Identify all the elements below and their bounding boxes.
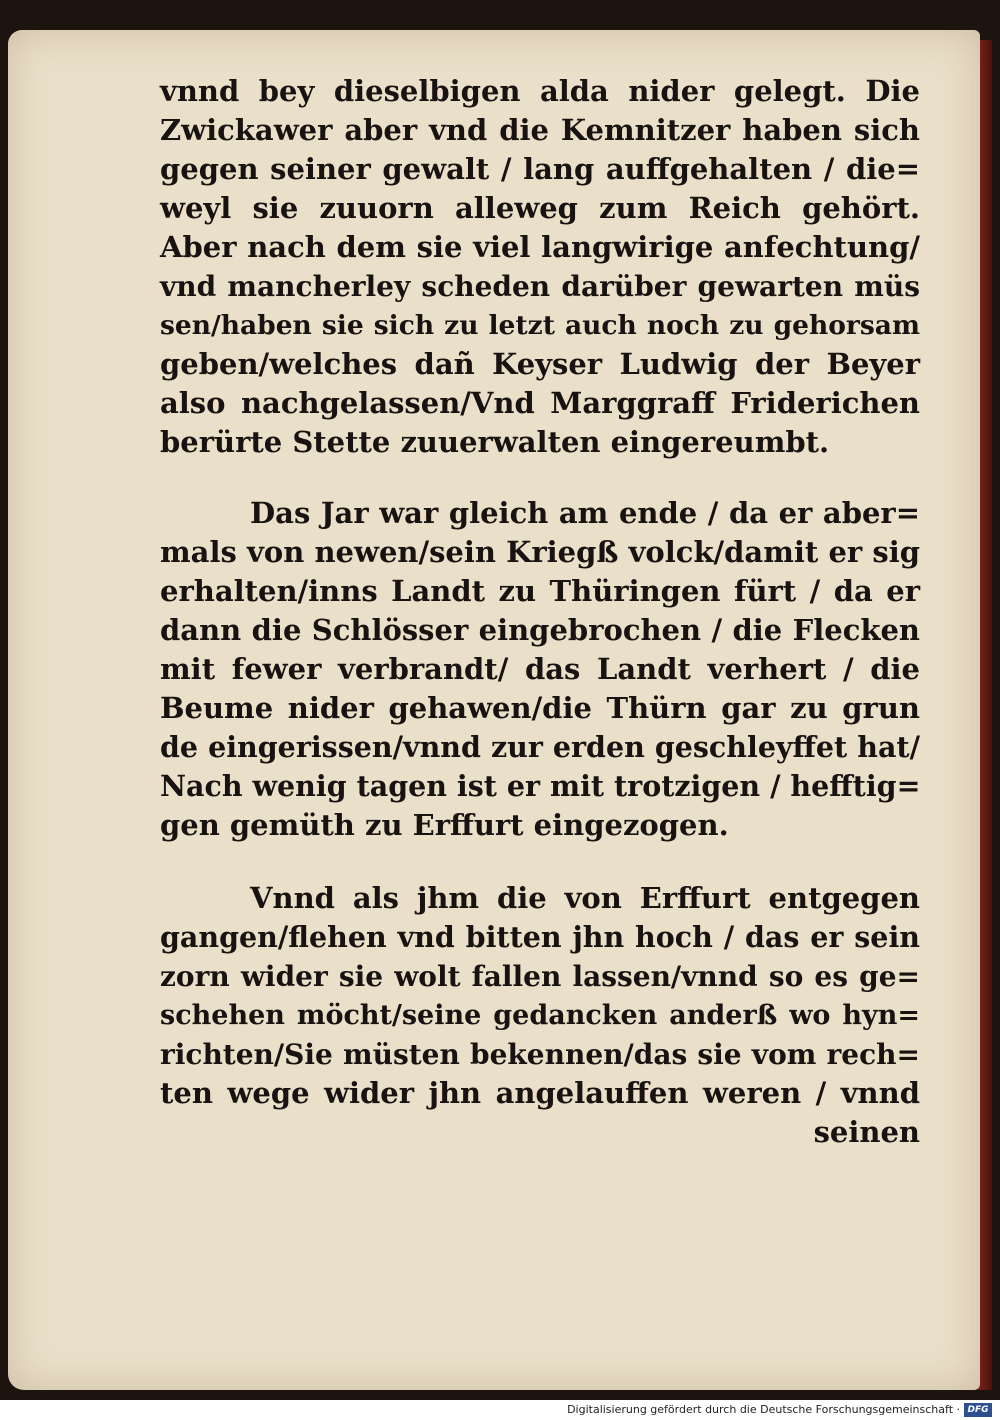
text-line: Aber nach dem sie viel langwirige anfechtung/	[160, 230, 920, 264]
text-line: dann die Schlösser eingebrochen / die Flecken	[160, 613, 920, 647]
text-line: gangen/flehen vnd bitten jhn hoch / das er sein	[160, 920, 920, 954]
text-line: ten wege wider jhn angelauffen weren / vnnd	[160, 1076, 920, 1110]
text-line: Vnnd als jhm die von Erffurt entgegen	[250, 881, 920, 915]
paragraph-3	[160, 879, 920, 1152]
dfg-logo-icon: DFG	[964, 1403, 992, 1417]
funding-credit: Digitalisierung gefördert durch die Deutsche Forschungsgemeinschaft ·	[567, 1403, 960, 1416]
text-line: zorn wider sie wolt fallen lassen/vnnd so es ge=	[160, 960, 920, 993]
text-line: erhalten/inns Landt zu Thüringen fürt / da er	[160, 574, 920, 608]
text-line: vnd mancherley scheden darüber gewarten müs	[160, 270, 920, 303]
text-line: geben/welches dañ Keyser Ludwig der Beyer	[160, 347, 920, 381]
footer-bar	[0, 1400, 1000, 1420]
text-line: Beume nider gehawen/die Thürn gar zu grun	[160, 691, 920, 725]
text-line: gen gemüth zu Erffurt eingezogen.	[160, 808, 729, 842]
text-line: mit fewer verbrandt/ das Landt verhert / die	[160, 652, 920, 686]
text-line: Nach wenig tagen ist er mit trotzigen / hefftig=	[160, 769, 921, 803]
paragraph-2	[160, 494, 920, 845]
text-line: also nachgelassen/Vnd Marggraff Friderichen	[160, 386, 920, 420]
text-line: mals von newen/sein Kriegß volck/damit er sig	[160, 535, 920, 569]
page-text	[160, 72, 920, 1152]
text-line: richten/Sie müsten bekennen/das sie vom rech=	[160, 1038, 920, 1071]
paragraph-1	[160, 72, 920, 462]
text-line: sen/haben sie sich zu letzt auch noch zu gehorsam	[160, 310, 920, 341]
text-line: berürte Stette zuuerwalten eingereumbt.	[160, 425, 830, 459]
text-line: Das Jar war gleich am ende / da er aber=	[250, 496, 920, 530]
text-line: weyl sie zuuorn alleweg zum Reich gehört.	[160, 191, 920, 225]
book-edge	[978, 40, 992, 1390]
text-line: vnnd bey dieselbigen alda nider gelegt. Die	[160, 74, 920, 108]
text-line: schehen möcht/seine gedancken anderß wo hyn=	[160, 1000, 920, 1031]
catchword: seinen	[813, 1115, 920, 1149]
text-line: Zwickawer aber vnd die Kemnitzer haben sich	[160, 113, 920, 147]
text-line: gegen seiner gewalt / lang auffgehalten / die=	[160, 152, 920, 186]
text-line: de eingerissen/vnnd zur erden geschleyffet hat/	[160, 730, 920, 764]
